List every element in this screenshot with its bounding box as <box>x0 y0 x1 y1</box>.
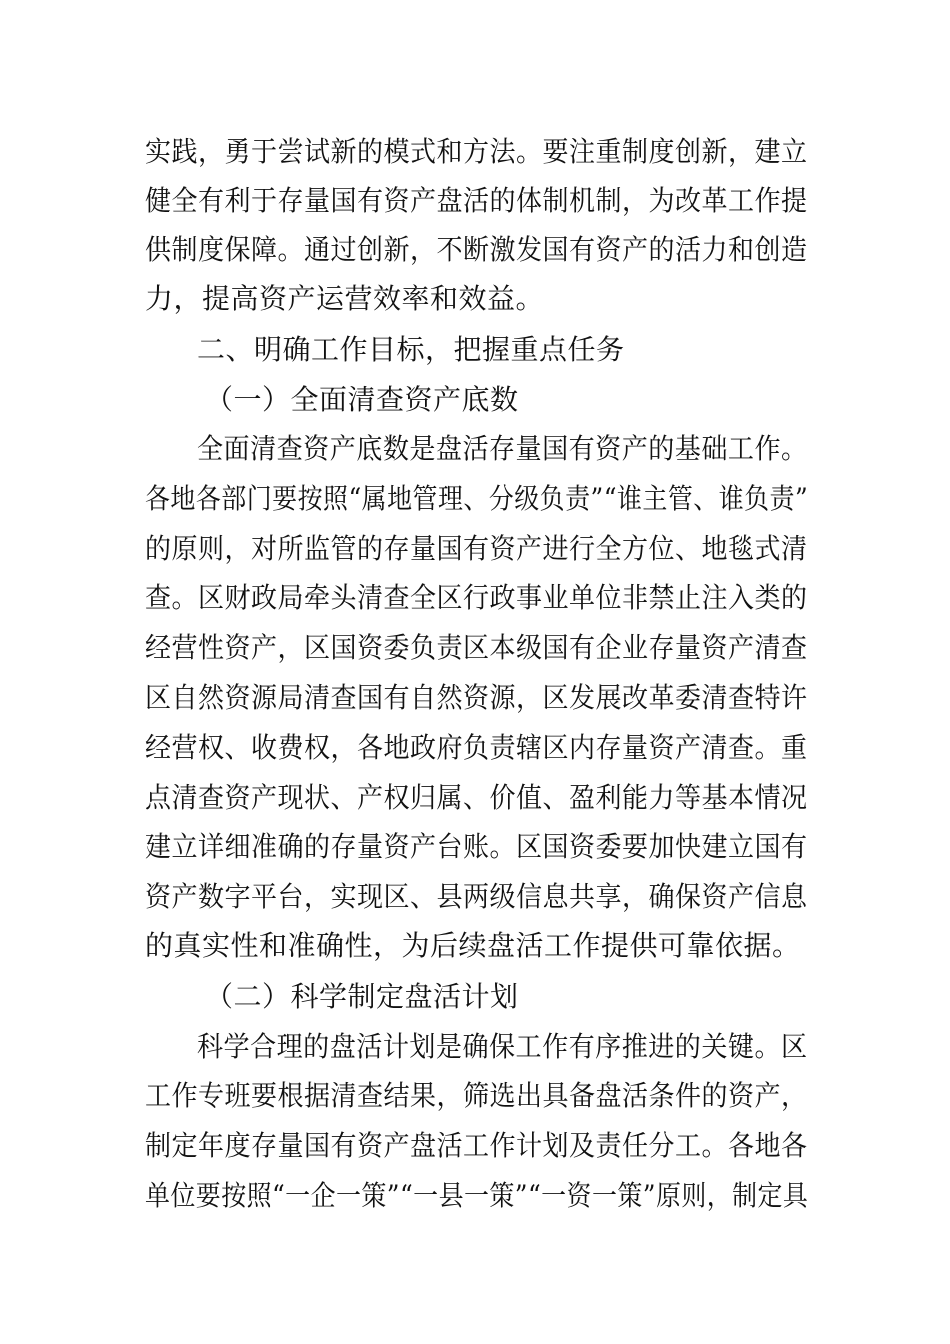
paragraph-line: 单位要按照“一企一策”“一县一策”“一资一策”原则，制定具 <box>145 1179 809 1212</box>
paragraph-line: 力，提高资产运营效率和效益。 <box>145 282 545 315</box>
paragraph-line: 实践，勇于尝试新的模式和方法。要注重制度创新，建立 <box>145 135 808 168</box>
subsection-heading: （一）全面清查资产底数 <box>205 383 519 416</box>
paragraph-line: 制定年度存量国有资产盘活工作计划及责任分工。各地各 <box>145 1129 808 1162</box>
paragraph-line: 点清查资产现状、产权归属、价值、盈利能力等基本情况 <box>145 781 808 814</box>
paragraph-line: 资产数字平台，实现区、县两级信息共享，确保资产信息 <box>145 880 808 913</box>
paragraph-line: 经营性资产，区国资委负责区本级国有企业存量资产清查 <box>145 631 808 664</box>
paragraph-line: 科学合理的盘活计划是确保工作有序推进的关键。区 <box>197 1030 808 1063</box>
paragraph-line: 区自然资源局清查国有自然资源，区发展改革委清查特许 <box>145 681 808 714</box>
paragraph-line: 工作专班要根据清查结果，筛选出具备盘活条件的资产， <box>145 1079 808 1112</box>
paragraph-line: 经营权、收费权，各地政府负责辖区内存量资产清查。重 <box>145 731 808 764</box>
paragraph-line: 健全有利于存量国有资产盘活的体制机制，为改革工作提 <box>145 184 808 217</box>
section-heading: 二、明确工作目标，把握重点任务 <box>197 333 625 366</box>
paragraph-line: 查。区财政局牵头清查全区行政事业单位非禁止注入类的 <box>145 581 808 614</box>
subsection-heading: （二）科学制定盘活计划 <box>205 980 519 1013</box>
paragraph-line: 的原则，对所监管的存量国有资产进行全方位、地毯式清 <box>145 532 808 565</box>
paragraph-line: 全面清查资产底数是盘活存量国有资产的基础工作。 <box>197 432 808 465</box>
paragraph-line: 建立详细准确的存量资产台账。区国资委要加快建立国有 <box>145 830 808 863</box>
paragraph-line: 的真实性和准确性，为后续盘活工作提供可靠依据。 <box>145 929 801 962</box>
paragraph-line: 各地各部门要按照“属地管理、分级负责”“谁主管、谁负责” <box>145 482 809 515</box>
paragraph-line: 供制度保障。通过创新，不断激发国有资产的活力和创造 <box>145 233 808 266</box>
